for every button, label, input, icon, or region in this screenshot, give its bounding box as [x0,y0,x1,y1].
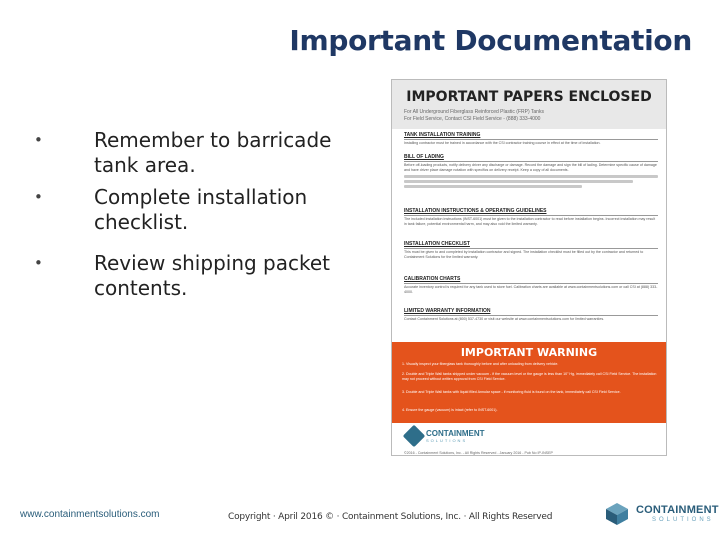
document-section [404,132,658,146]
document-section [404,154,658,190]
bullet-item [34,185,344,235]
document-section [404,308,658,322]
document-logo [406,428,485,444]
text-line [404,180,633,183]
bullet-text: Review shipping packet contents. [94,251,331,300]
document-header [392,80,666,129]
document-header-title: IMPORTANT PAPERS ENCLOSED [406,89,652,105]
warning-item: 4. Ensure the gauge (vacuum) is intact (refer to INST-6001). [402,408,498,412]
footer-url[interactable]: www.containmentsolutions.com [20,509,160,520]
bullet-item [34,128,344,178]
document-logo-name: CONTAINMENT [426,428,485,438]
bullet-dot: • [34,188,43,206]
document-section [404,276,658,295]
section-title: TANK INSTALLATION TRAINING [404,132,658,140]
bullet-text: Complete installation checklist. [94,185,308,234]
bullet-item [34,251,344,301]
logo-sub: SOLUTIONS [652,517,714,523]
logo-name: CONTAINMENT [636,504,719,516]
section-text: Before off-loading products, notify delivery driver any discharge or damage. Record the damage and sign the bill of lading. Determine specific cause of damage and have driver place damage notation with specifics on delivery receipt. Keep a copy of all documents. [404,163,657,172]
section-text: Accurate inventory control is required for any tank used to store fuel. Calibration charts are available at www.containmentsolutions.com or call CSI at (888) 333-4000. [404,285,658,294]
section-title: LIMITED WARRANTY INFORMATION [404,308,658,316]
bullet-text: Remember to barricade tank area. [94,128,332,177]
text-line [404,175,658,178]
warning-title: IMPORTANT WARNING [460,346,598,359]
slide-title: Important Documentation [289,24,692,57]
document-section [404,241,658,260]
bullet-dot: • [34,131,43,149]
section-text: The included installation instructions (INST-6001) must be given to the installation contractor to read before installation begins. Incorrect installation may result in tank failure, potential environmental harm, and may also void the limited warranty. [404,217,656,226]
warning-band [392,342,666,423]
warning-item: 2. Double and Triple Wall tanks shipped under vacuum - if the vacuum level or the gauge is less than 10" Hg, immediately call CSI Field Service. The installation may not proceed without written approval from CSI Field Service. [402,372,657,381]
diamond-cube-icon [403,425,426,448]
footer-copyright: Copyright · April 2016 © · Containment Solutions, Inc. · All Rights Reserved [228,512,553,522]
document-image [391,79,667,456]
document-header-subtitle: For All Underground Fiberglass Reinforced Plastic (FRP) Tanks [404,109,544,115]
section-title: BILL OF LADING [404,154,658,162]
company-logo [606,501,719,529]
section-title: INSTALLATION INSTRUCTIONS & OPERATING GUIDELINES [404,208,658,216]
text-line [404,185,582,188]
bullet-dot: • [34,254,43,272]
section-text: Installing contractor must be trained in accordance with the CSI contractor training course in effect at the time of installation. [404,141,601,145]
document-section [404,208,658,227]
document-logo-sub: SOLUTIONS [426,437,468,443]
section-text: This must be given to and completed by installation contractor and signed. The installation checklist must be filled out by the contractor and returned to Containment Solutions for the limited warranty. [404,250,644,259]
warning-item: 1. Visually inspect your fiberglass tank thoroughly before and after unloading from delivery vehicle. [402,362,559,366]
warning-item: 3. Double and Triple Wall tanks with liquid filled Annular space - if monitoring fluid is found on the tank, immediately call CSI Field Service. [402,390,621,394]
warning-section [392,342,666,456]
document-header-contact: For Field Service, Contact CSI Field Service - (888) 333-4000 [404,116,541,122]
section-title: INSTALLATION CHECKLIST [404,241,658,249]
section-title: CALIBRATION CHARTS [404,276,658,284]
diamond-cube-icon [606,503,628,525]
document-footer: ©2016 - Containment Solutions, Inc. - All Rights Reserved - January 2016 - Pub No IP-INSEP [404,451,553,455]
section-text: Contact Containment Solutions at (800) 537-4730 or visit our website at www.containmentsolutions.com for limited warranties. [404,317,605,321]
bullet-list [34,128,344,308]
